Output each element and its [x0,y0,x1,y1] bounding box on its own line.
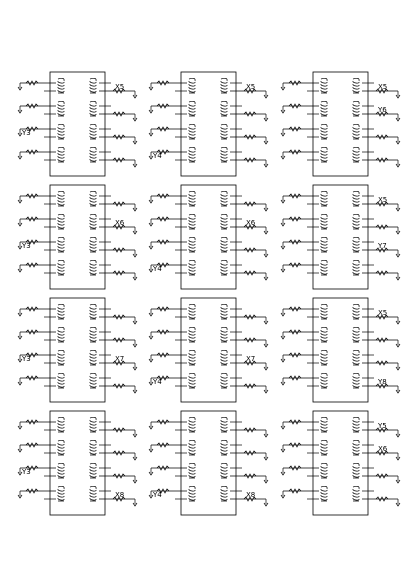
coil-symbol [321,78,327,93]
coil-symbol [353,237,359,252]
coil-symbol [321,327,327,342]
coil-symbol [58,486,64,501]
channel-label: X8 [115,491,125,499]
coil-symbol [221,147,227,162]
coil-symbol [321,191,327,206]
coil-symbol [221,124,227,139]
channel-label: Y4 [153,491,162,499]
channel-label: Y7 [378,242,387,250]
coil-symbol [321,350,327,365]
coil-symbol [321,486,327,501]
coil-symbol [221,260,227,275]
coil-symbol [321,214,327,229]
channel-label: X8 [246,491,256,499]
coil-symbol [353,78,359,93]
coil-symbol [321,463,327,478]
coil-symbol [353,304,359,319]
coil-symbol [189,463,195,478]
coil-symbol [353,191,359,206]
channel-label: X5 [378,309,388,317]
coil-symbol [221,350,227,365]
coil-symbol [90,350,96,365]
coil-symbol [90,463,96,478]
relay-module [18,298,137,402]
coil-symbol [189,350,195,365]
coil-symbol [189,124,195,139]
coil-symbol [353,350,359,365]
channel-label: Y8 [378,378,387,386]
relay-module [281,298,400,402]
coil-symbol [90,373,96,388]
coil-symbol [58,237,64,252]
coil-symbol [90,486,96,501]
coil-symbol [321,237,327,252]
relay-module [149,411,268,515]
coil-symbol [353,260,359,275]
coil-symbol [189,486,195,501]
coil-symbol [321,260,327,275]
coil-symbol [189,304,195,319]
coil-symbol [221,191,227,206]
coil-symbol [189,440,195,455]
channel-label: Y3 [22,355,31,363]
coil-symbol [353,147,359,162]
coil-symbol [58,417,64,432]
channel-label: X5 [115,83,125,91]
channel-label: X6 [378,445,388,453]
relay-module [281,185,400,289]
channel-label: X5 [246,83,256,91]
coil-symbol [189,101,195,116]
coil-symbol [321,147,327,162]
coil-symbol [321,373,327,388]
coil-symbol [221,327,227,342]
coil-symbol [58,191,64,206]
coil-symbol [353,440,359,455]
coil-symbol [189,214,195,229]
coil-symbol [90,417,96,432]
coil-symbol [221,237,227,252]
channel-label: Y4 [153,152,162,160]
coil-symbol [353,463,359,478]
coil-symbol [321,304,327,319]
coil-symbol [221,78,227,93]
coil-symbol [353,124,359,139]
coil-symbol [189,327,195,342]
channel-label: X6 [115,219,125,227]
coil-symbol [58,214,64,229]
relay-module [149,72,268,176]
coil-symbol [221,101,227,116]
coil-symbol [353,101,359,116]
channel-label: Y3 [22,129,31,137]
coil-symbol [221,373,227,388]
relay-module [149,185,268,289]
coil-symbol [90,327,96,342]
coil-symbol [58,440,64,455]
relay-module [18,411,137,515]
coil-symbol [90,78,96,93]
coil-symbol [90,440,96,455]
coil-symbol [321,440,327,455]
coil-symbol [353,373,359,388]
coil-symbol [221,417,227,432]
channel-label: X7 [246,355,256,363]
coil-symbol [353,214,359,229]
coil-symbol [321,417,327,432]
channel-label: Y5 [378,422,387,430]
coil-symbol [58,373,64,388]
coil-symbol [90,304,96,319]
channel-label: X5 [378,83,388,91]
coil-symbol [353,486,359,501]
coil-symbol [189,237,195,252]
relay-module [18,185,137,289]
coil-symbol [189,373,195,388]
coil-symbol [353,327,359,342]
coil-symbol [189,417,195,432]
coil-symbol [58,147,64,162]
coil-symbol [353,417,359,432]
coil-symbol [189,260,195,275]
coil-symbol [58,350,64,365]
coil-symbol [58,463,64,478]
coil-symbol [90,260,96,275]
coil-symbol [321,101,327,116]
relay-module [281,411,400,515]
coil-symbol [90,237,96,252]
coil-symbol [221,304,227,319]
coil-symbol [58,101,64,116]
coil-symbol [58,78,64,93]
coil-symbol [58,260,64,275]
coil-symbol [58,327,64,342]
channel-label: Y6 [378,106,387,114]
coil-symbol [90,191,96,206]
coil-symbol [221,486,227,501]
coil-symbol [58,304,64,319]
channel-label: Y4 [153,378,162,386]
relay-module [18,72,137,176]
coil-symbol [221,463,227,478]
coil-symbol [90,214,96,229]
channel-label: X5 [378,196,388,204]
coil-symbol [189,78,195,93]
channel-label: X7 [115,355,125,363]
channel-label: Y3 [22,468,31,476]
channel-label: Y3 [22,242,31,250]
relay-module [149,298,268,402]
coil-symbol [90,101,96,116]
coil-symbol [189,191,195,206]
relay-module [281,72,400,176]
coil-symbol [221,214,227,229]
coil-symbol [58,124,64,139]
coil-symbol [90,124,96,139]
coil-symbol [321,124,327,139]
channel-label: X6 [246,219,256,227]
coil-symbol [90,147,96,162]
coil-symbol [189,147,195,162]
coil-symbol [221,440,227,455]
channel-label: Y4 [153,265,162,273]
